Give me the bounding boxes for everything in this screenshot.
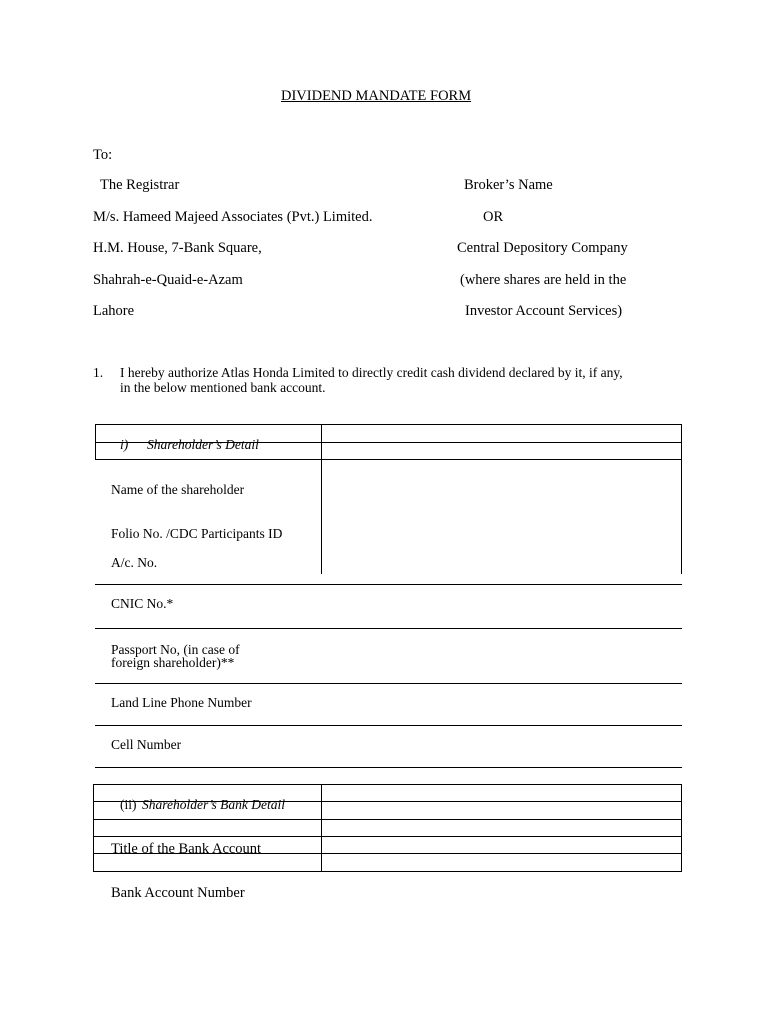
passport-label-line2: foreign shareholder)**	[111, 655, 235, 670]
shareholder-name-label: Name of the shareholder	[111, 482, 245, 497]
shareholder-section-heading: Shareholder’s Detail	[147, 437, 259, 452]
bank-section-number: (ii)	[120, 797, 137, 812]
cell-number-label: Cell Number	[111, 737, 182, 752]
cdc-label: Central Depository Company	[457, 240, 628, 256]
registrar-road: Shahrah-e-Quaid-e-Azam	[93, 272, 243, 288]
registrar-city: Lahore	[93, 303, 135, 319]
passport-label-line1: Passport No, (in case of	[111, 642, 240, 657]
account-no-label: A/c. No.	[111, 555, 158, 570]
shareholder-section-number: i)	[120, 437, 129, 452]
registrar-line: The Registrar	[100, 177, 180, 193]
registrar-street: H.M. House, 7-Bank Square,	[93, 240, 262, 256]
bank-account-number-label: Bank Account Number	[111, 885, 245, 901]
folio-label: Folio No. /CDC Participants ID	[111, 526, 283, 541]
cnic-label: CNIC No.*	[111, 596, 174, 611]
authorization-text-line2: in the below mentioned bank account.	[120, 380, 326, 395]
cdc-note-line2: Investor Account Services)	[465, 303, 623, 319]
form-title: DIVIDEND MANDATE FORM	[281, 88, 472, 104]
landline-label: Land Line Phone Number	[111, 695, 252, 710]
bank-account-title-label: Title of the Bank Account	[111, 841, 262, 857]
authorization-number: 1.	[93, 365, 104, 380]
registrar-company: M/s. Hameed Majeed Associates (Pvt.) Limited.	[93, 209, 373, 225]
or-label: OR	[483, 209, 504, 225]
authorization-text-line1: I hereby authorize Atlas Honda Limited to directly credit cash dividend declared by it, if any,	[120, 365, 623, 380]
broker-name-label: Broker’s Name	[464, 177, 553, 193]
bank-section-heading: Shareholder’s Bank Detail	[142, 797, 285, 812]
to-label: To:	[93, 147, 113, 163]
cdc-note-line1: (where shares are held in the	[460, 272, 627, 288]
